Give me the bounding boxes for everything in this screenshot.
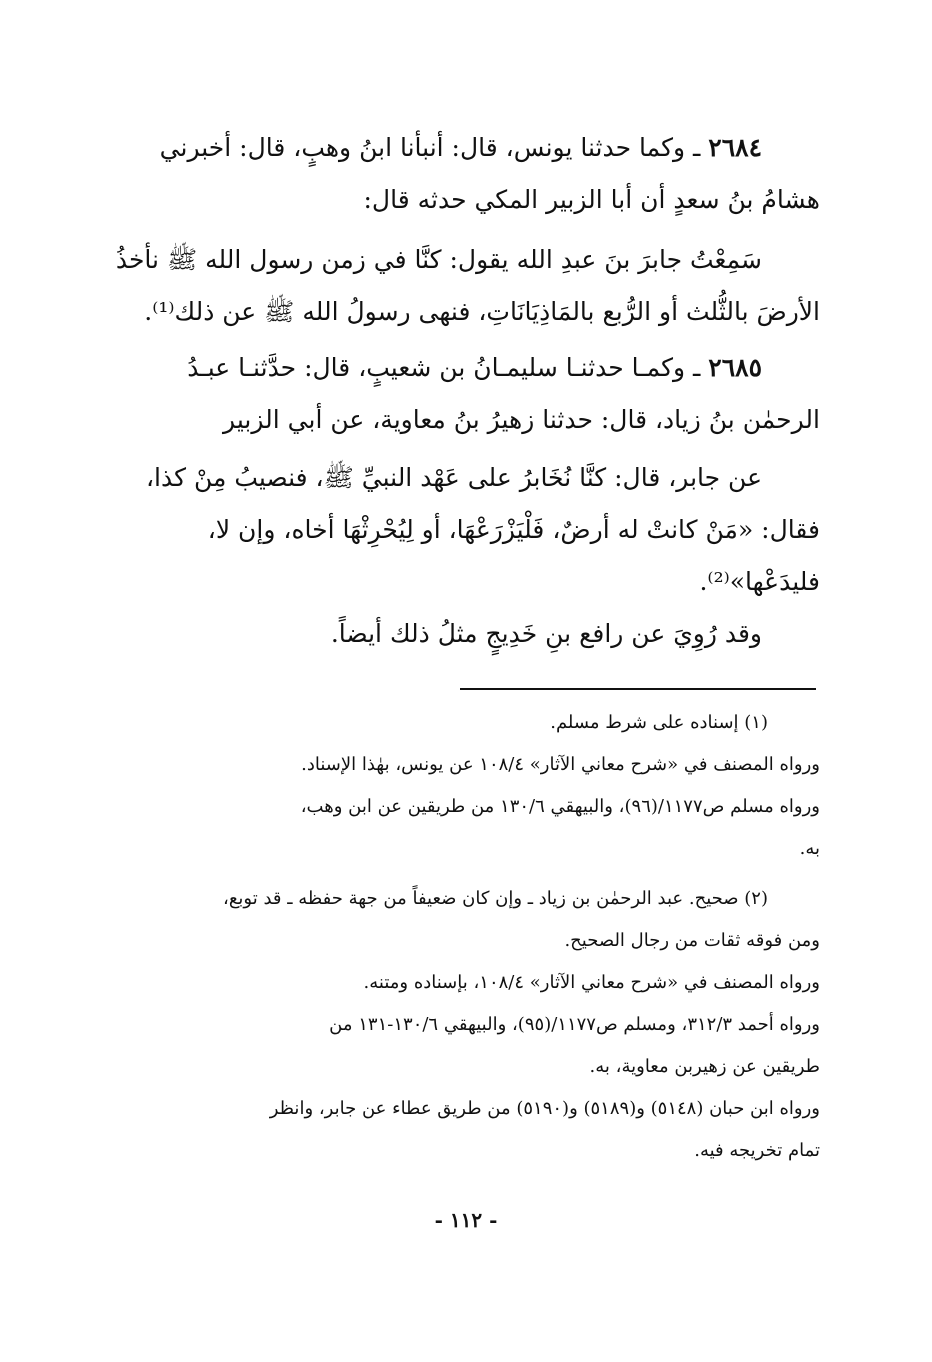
hadith-number: ٢٦٨٥ xyxy=(708,353,762,382)
page-number: - ١١٢ - xyxy=(434,1208,498,1232)
footnote-line: ورواه المصنف في «شرح معاني الآثار» ١٠٨/٤، بإسناده ومتنه. xyxy=(363,972,820,993)
footnote-line: طريقين عن زهيربن معاوية، به. xyxy=(589,1056,820,1077)
footnote-line: (١) إسناده على شرط مسلم. xyxy=(550,712,768,733)
hadith-number: ٢٦٨٤ xyxy=(708,133,762,162)
footnote-1 xyxy=(108,702,820,870)
footnote-line: به. xyxy=(799,838,820,859)
text-line: هشامُ بنُ سعدٍ أن أبا الزبير المكي حدثه قال: xyxy=(363,185,820,214)
text-line: ٢٦٨٥ ـ وكمـا حدثنـا سليمـانُ بن شعيبٍ، قال: حدَّثنـا عبـدُ xyxy=(187,353,762,382)
text-line: وقد رُوِيَ عن رافع بنِ خَدِيجٍ مثلُ ذلك أيضاً. xyxy=(330,619,762,648)
hadith-2684-matn xyxy=(108,234,820,338)
hadith-2685-isnad xyxy=(108,342,820,446)
footnote-separator xyxy=(460,688,816,690)
closing-note xyxy=(108,608,820,660)
footnote-line: ورواه المصنف في «شرح معاني الآثار» ١٠٨/٤ عن يونس، بهٰذا الإسناد. xyxy=(301,754,820,775)
text-line: سَمِعْتُ جابرَ بنَ عبدِ الله يقول: كنَّا في زمن رسول الله ﷺ نأخذُ xyxy=(115,245,762,274)
hadith-2685-matn xyxy=(108,452,820,608)
footnote-line: ومن فوقه ثقات من رجال الصحيح. xyxy=(564,930,820,951)
text-line: فليدَعْها»⁽²⁾. xyxy=(699,567,820,596)
footnote-line: تمام تخريجه فيه. xyxy=(694,1140,820,1161)
footnote-line: ورواه ابن حبان (٥١٤٨) و(٥١٨٩) و(٥١٩٠) من طريق عطاء عن جابر، وانظر xyxy=(269,1098,820,1119)
footnote-line: ورواه أحمد ٣١٢/٣، ومسلم ص١١٧٧/(٩٥)، والبيهقي ١٣٠/٦-١٣١ من xyxy=(329,1014,820,1035)
footnote-line: ورواه مسلم ص١١٧٧/(٩٦)، والبيهقي ١٣٠/٦ من طريقين عن ابن وهب، xyxy=(300,796,820,817)
text-line: ٢٦٨٤ ـ وكما حدثنا يونس، قال: أنبأنا ابنُ وهبٍ، قال: أخبرني xyxy=(159,133,762,162)
text-line: عن جابر، قال: كنَّا نُخَابرُ على عَهْد النبيِّ ﷺ، فنصيبُ مِنْ كذا، xyxy=(145,463,762,492)
footnote-line: (٢) صحيح. عبد الرحمٰن بن زياد ـ وإن كان ضعيفاً من جهة حفظه ـ قد توبع، xyxy=(223,888,768,909)
footnote-2 xyxy=(108,878,820,1172)
text-line: فقال: «مَنْ كانتْ له أرضٌ، فَلْيَزْرَعْهَا، أو لِيُحْرِثْهَا أخاه، وإن لا، xyxy=(207,515,820,544)
text-line: الرحمٰن بنُ زياد، قال: حدثنا زهيرُ بنُ معاوية، عن أبي الزبير xyxy=(223,405,820,434)
hadith-2684-isnad xyxy=(108,122,820,226)
text-line: الأرضَ بالثُّلث أو الرُّبع بالمَاذِيَانَاتِ، فنهى رسولُ الله ﷺ عن ذلك⁽¹⁾. xyxy=(144,297,820,326)
